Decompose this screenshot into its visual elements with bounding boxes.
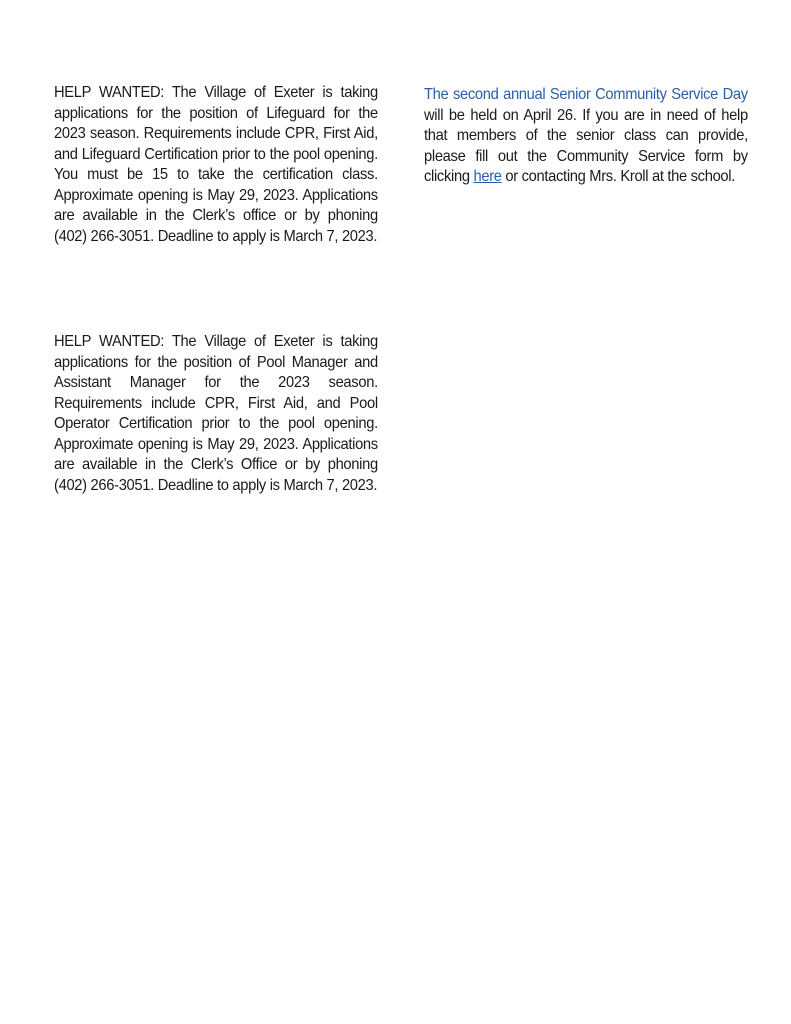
lifeguard-notice-text: HELP WANTED: The Village of Exeter is taking applications for the position of Lifeguard for the 2023 season. Requirements include CPR, First Aid, and Lifeguard Certification prior to the pool opening. You must be 15 to take the certification class. Approximate opening is May 29, 2023. Applications are available in the Clerk’s office or by phoning (402) 266-3051. Deadline to apply is March 7, 2023. bbox=[54, 84, 378, 245]
senior-service-day-closing: or contacting Mrs. Kroll at the school. bbox=[501, 168, 736, 185]
senior-service-day-headline: The second annual Senior Community Service Day bbox=[424, 86, 748, 103]
community-service-form-link[interactable]: here bbox=[473, 168, 502, 185]
senior-service-day-text bbox=[424, 85, 748, 188]
lifeguard-notice bbox=[54, 83, 378, 247]
senior-service-day-body: will be held on April 26. If you are in need of help that members of the senior class can provide, please fill out the Community Service form by clicking bbox=[424, 106, 748, 185]
senior-service-day-notice bbox=[424, 85, 748, 188]
pool-manager-notice-text: HELP WANTED: The Village of Exeter is taking applications for the position of Pool Manager and Assistant Manager for the 2023 season. Requirements include CPR, First Aid, and Pool Operator Certification prior to the pool opening. Approximate opening is May 29, 2023. Applications are available in the Clerk’s Office or by phoning (402) 266-3051. Deadline to apply is March 7, 2023. bbox=[54, 333, 378, 494]
pool-manager-notice bbox=[54, 332, 378, 496]
